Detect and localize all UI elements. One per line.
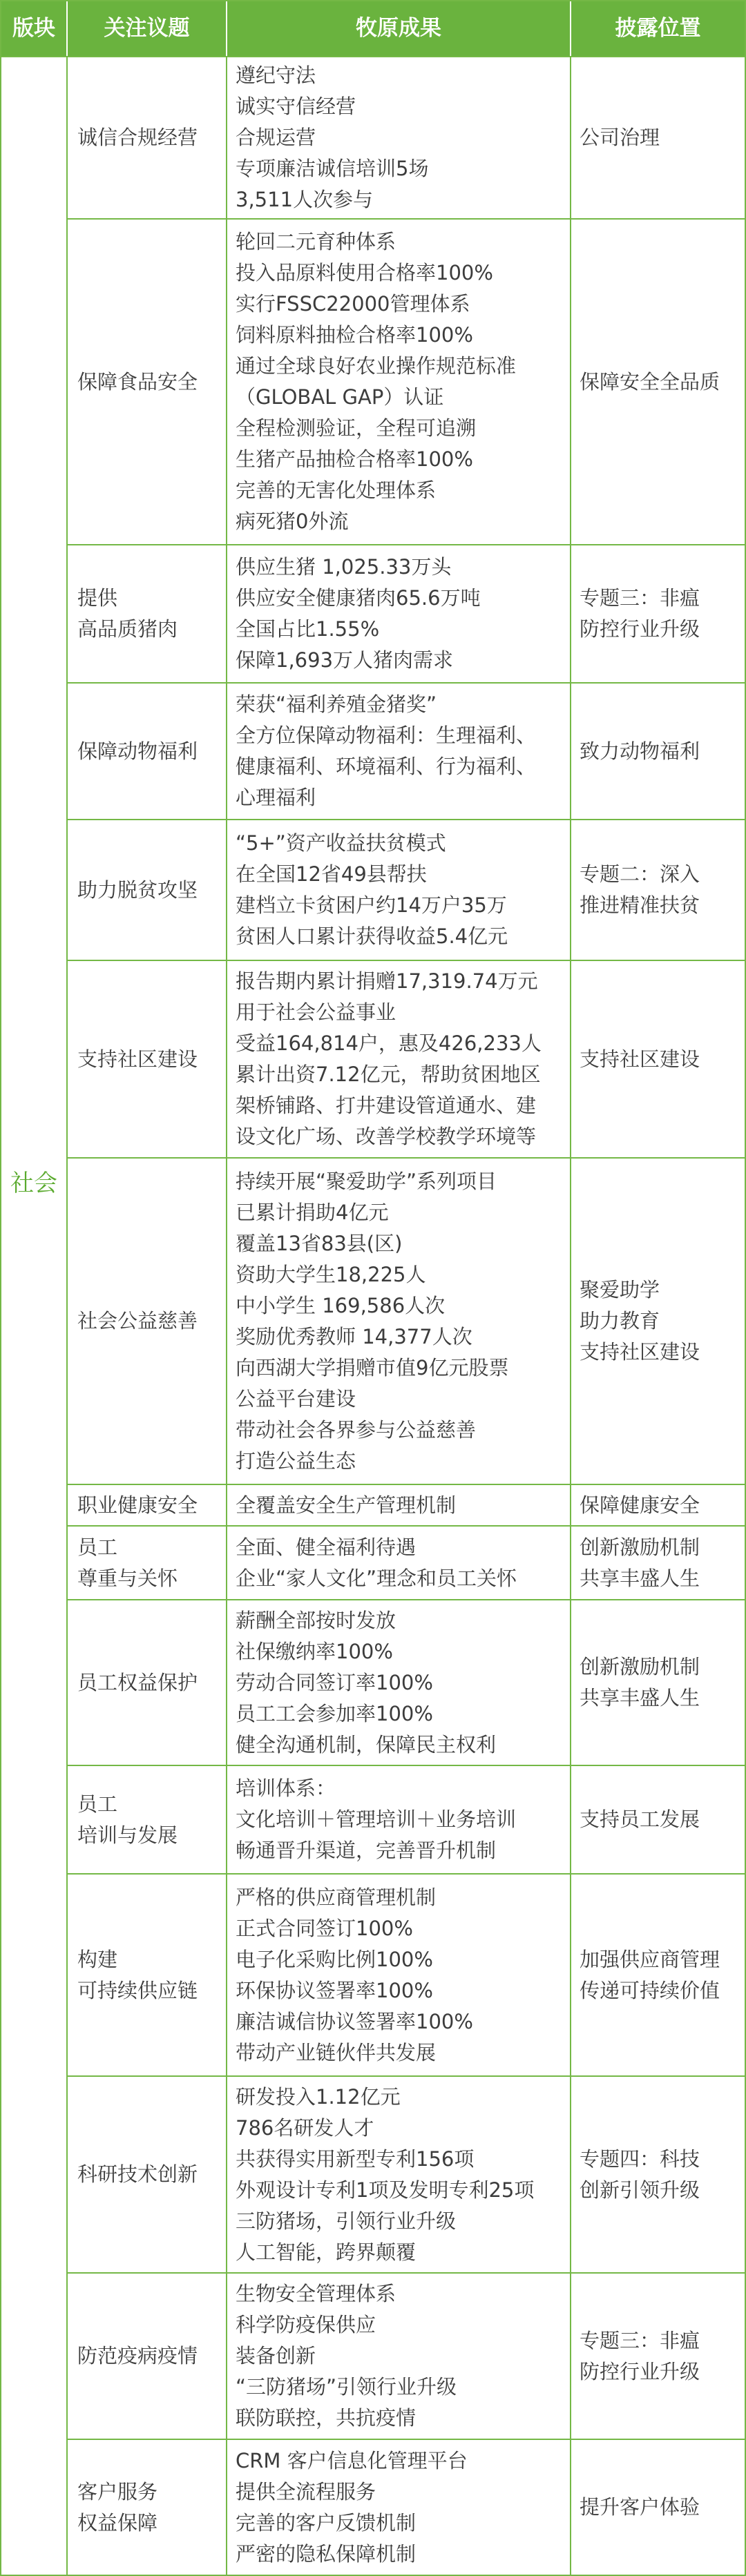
result-line: 3,511人次参与 bbox=[236, 188, 374, 211]
result-line: 饲料原料抽检合格率100% bbox=[236, 323, 473, 347]
topic-cell bbox=[68, 2077, 226, 2272]
result-line: 全程检测验证，全程可追溯 bbox=[236, 416, 477, 440]
header-disclosure-label: 披露位置 bbox=[615, 16, 701, 41]
header-disclosure bbox=[571, 1, 745, 56]
result-line: CRM 客户信息化管理平台 bbox=[236, 2448, 468, 2472]
disclosure-cell bbox=[571, 1766, 745, 1873]
result-line: 环保协议签署率100% bbox=[236, 1978, 433, 2002]
result-line: 企业“家人文化”理念和员工关怀 bbox=[236, 1566, 517, 1590]
topic-cell bbox=[68, 1766, 226, 1873]
disclosure-text: 防控行业升级 bbox=[580, 617, 700, 641]
topic-text: 诚信合规经营 bbox=[77, 126, 198, 149]
result-line: 正式合同签订100% bbox=[236, 1916, 413, 1940]
disclosure-cell bbox=[571, 220, 745, 544]
result-line: 轮回二元育种体系 bbox=[236, 230, 396, 253]
result-line: 全面、健全福利待遇 bbox=[236, 1535, 417, 1559]
result-line: 覆盖13省83县(区) bbox=[236, 1231, 403, 1255]
result-line: 架桥铺路、打井建设管道通水、建 bbox=[236, 1094, 537, 1117]
result-line: “5+”资产收益扶贫模式 bbox=[236, 831, 446, 855]
result-line: 累计出资7.12亿元，帮助贫困地区 bbox=[236, 1063, 541, 1086]
topic-cell bbox=[68, 1600, 226, 1765]
result-line: 电子化采购比例100% bbox=[236, 1947, 433, 1971]
result-line: 装备创新 bbox=[236, 2344, 316, 2367]
result-line: 科学防疫保供应 bbox=[236, 2313, 376, 2336]
disclosure-text: 推进精准扶贫 bbox=[580, 893, 700, 917]
disclosure-text: 防控行业升级 bbox=[580, 2359, 700, 2383]
result-line: 廉洁诚信协议签署率100% bbox=[236, 2009, 473, 2033]
disclosure-cell bbox=[571, 820, 745, 960]
result-line: 全国占比1.55% bbox=[236, 617, 380, 641]
disclosure-cell bbox=[571, 1600, 745, 1765]
result-line: 三防猪场，引领行业升级 bbox=[236, 2209, 457, 2233]
result-line: 培训体系： bbox=[236, 1776, 336, 1800]
header-topic-label: 关注议题 bbox=[104, 16, 190, 41]
result-line: 带动产业链伙伴共发展 bbox=[236, 2040, 437, 2064]
disclosure-text: 专题三：非瘟 bbox=[580, 2328, 700, 2352]
disclosure-text: 支持社区建设 bbox=[580, 1340, 700, 1364]
disclosure-cell bbox=[571, 57, 745, 218]
topic-text: 客户服务 bbox=[77, 2479, 158, 2504]
disclosure-text: 专题二：深入 bbox=[580, 862, 700, 886]
disclosure-text: 助力教育 bbox=[580, 1309, 660, 1333]
disclosure-cell bbox=[571, 2440, 745, 2575]
result-line: 研发投入1.12亿元 bbox=[236, 2084, 401, 2109]
header-section-label: 版块 bbox=[12, 16, 55, 41]
topic-text: 提供 bbox=[77, 586, 118, 610]
result-line: 诚实守信经营 bbox=[236, 95, 356, 118]
topic-text: 权益保障 bbox=[77, 2510, 158, 2535]
results-cell bbox=[227, 545, 570, 682]
disclosure-cell bbox=[571, 2274, 745, 2439]
topic-cell bbox=[68, 545, 226, 682]
result-line: 全覆盖安全生产管理机制 bbox=[236, 1493, 457, 1517]
results-cell bbox=[227, 1600, 570, 1765]
topic-text: 保障动物福利 bbox=[77, 739, 198, 763]
result-line: 奖励优秀教师 14,377人次 bbox=[236, 1324, 472, 1348]
disclosure-text: 加强供应商管理 bbox=[580, 1947, 720, 1971]
topic-cell bbox=[68, 1485, 226, 1525]
result-line: 畅通晋升渠道，完善晋升机制 bbox=[236, 1839, 497, 1862]
topic-text: 可持续供应链 bbox=[77, 1978, 198, 2002]
disclosure-text: 公司治理 bbox=[580, 126, 660, 149]
result-line: 联防联控，共抗疫情 bbox=[236, 2406, 417, 2430]
result-line: 贫困人口累计获得收益5.4亿元 bbox=[236, 924, 508, 948]
result-line: 报告期内累计捐赠17,319.74万元 bbox=[236, 969, 538, 993]
disclosure-cell bbox=[571, 2077, 745, 2272]
header-results bbox=[227, 1, 570, 56]
result-line: 完善的客户反馈机制 bbox=[236, 2510, 417, 2535]
disclosure-text: 专题四：科技 bbox=[580, 2147, 700, 2171]
result-line: 劳动合同签订率100% bbox=[236, 1670, 433, 1694]
topic-cell bbox=[68, 1875, 226, 2075]
topic-text: 社会公益慈善 bbox=[77, 1309, 198, 1333]
disclosure-text: 共享丰盛人生 bbox=[580, 1686, 700, 1710]
disclosure-text: 保障健康安全 bbox=[580, 1493, 700, 1517]
result-line: 打造公益生态 bbox=[236, 1449, 356, 1473]
topic-cell bbox=[68, 1527, 226, 1599]
topic-cell bbox=[68, 2440, 226, 2575]
result-line: 资助大学生18,225人 bbox=[236, 1262, 426, 1286]
topic-cell bbox=[68, 961, 226, 1157]
results-cell bbox=[227, 2440, 570, 2575]
disclosure-cell bbox=[571, 684, 745, 819]
topic-text: 培训与发展 bbox=[77, 1823, 178, 1847]
results-cell bbox=[227, 1527, 570, 1599]
result-line: （GLOBAL GAP）认证 bbox=[236, 385, 444, 409]
disclosure-text: 支持社区建设 bbox=[580, 1047, 700, 1071]
result-line: 专项廉洁诚信培训5场 bbox=[236, 157, 429, 180]
result-line: 建档立卡贫困户约14万户35万 bbox=[236, 893, 507, 917]
result-line: 786名研发人才 bbox=[236, 2115, 374, 2140]
topic-text: 尊重与关怀 bbox=[77, 1566, 178, 1590]
topic-cell bbox=[68, 820, 226, 960]
result-line: 健康福利、环境福利、行为福利、 bbox=[236, 755, 537, 778]
disclosure-text: 提升客户体验 bbox=[580, 2495, 700, 2519]
results-cell bbox=[227, 220, 570, 544]
topic-text: 员工 bbox=[77, 1535, 118, 1559]
results-cell bbox=[227, 820, 570, 960]
result-line: 供应安全健康猪肉65.6万吨 bbox=[236, 586, 481, 610]
results-cell bbox=[227, 2274, 570, 2439]
result-line: 已累计捐助4亿元 bbox=[236, 1200, 389, 1224]
disclosure-text: 共享丰盛人生 bbox=[580, 1566, 700, 1590]
disclosure-cell bbox=[571, 1527, 745, 1599]
disclosure-text: 支持员工发展 bbox=[580, 1808, 700, 1831]
disclosure-text: 保障安全全品质 bbox=[580, 369, 720, 394]
topic-cell bbox=[68, 1159, 226, 1484]
topic-text: 科研技术创新 bbox=[77, 2162, 198, 2186]
topic-text: 高品质猪肉 bbox=[77, 617, 178, 641]
topic-text: 构建 bbox=[77, 1947, 118, 1971]
result-line: 合规运营 bbox=[236, 126, 316, 149]
topic-text: 员工 bbox=[77, 1792, 118, 1816]
disclosure-cell bbox=[571, 1159, 745, 1484]
disclosure-text: 聚爱助学 bbox=[580, 1278, 660, 1301]
disclosure-cell bbox=[571, 545, 745, 682]
section-cell bbox=[1, 57, 66, 2575]
topic-cell bbox=[68, 57, 226, 218]
disclosure-cell bbox=[571, 1485, 745, 1525]
result-line: 健全沟通机制，保障民主权利 bbox=[236, 1732, 497, 1756]
result-line: 病死猪0外流 bbox=[236, 510, 349, 533]
result-line: 提供全流程服务 bbox=[236, 2479, 376, 2504]
results-cell bbox=[227, 684, 570, 819]
disclosure-text: 致力动物福利 bbox=[580, 739, 700, 763]
topic-text: 防范疫病疫情 bbox=[77, 2344, 198, 2367]
result-line: 人工智能，跨界颠覆 bbox=[236, 2240, 417, 2264]
result-line: 共获得实用新型专利156项 bbox=[236, 2147, 475, 2171]
result-line: 生猪产品抽检合格率100% bbox=[236, 447, 473, 471]
disclosure-text: 创新引领升级 bbox=[580, 2178, 700, 2202]
result-line: 员工工会参加率100% bbox=[236, 1701, 433, 1725]
topic-cell bbox=[68, 684, 226, 819]
topic-cell bbox=[68, 220, 226, 544]
disclosure-text: 专题三：非瘟 bbox=[580, 586, 700, 610]
result-line: 保障1,693万人猪肉需求 bbox=[236, 648, 454, 672]
topic-cell bbox=[68, 2274, 226, 2439]
topic-text: 助力脱贫攻坚 bbox=[77, 878, 198, 902]
result-line: 荣获“福利养殖金猪奖” bbox=[236, 693, 437, 716]
result-line: 文化培训＋管理培训＋业务培训 bbox=[236, 1808, 517, 1831]
result-line: 外观设计专利1项及发明专利25项 bbox=[236, 2178, 535, 2202]
results-cell bbox=[227, 1766, 570, 1873]
result-line: 完善的无害化处理体系 bbox=[236, 478, 437, 502]
result-line: 全方位保障动物福利：生理福利、 bbox=[236, 724, 537, 747]
disclosure-cell bbox=[571, 961, 745, 1157]
result-line: 社保缴纳率100% bbox=[236, 1639, 393, 1663]
topic-text: 员工权益保护 bbox=[77, 1670, 198, 1694]
topic-text: 保障食品安全 bbox=[77, 369, 198, 394]
result-line: 遵纪守法 bbox=[236, 64, 316, 87]
result-line: 受益164,814户，惠及426,233人 bbox=[236, 1032, 542, 1055]
result-line: 公益平台建设 bbox=[236, 1386, 356, 1411]
header-topic bbox=[68, 1, 226, 56]
results-cell bbox=[227, 2077, 570, 2272]
topic-text: 支持社区建设 bbox=[77, 1047, 198, 1071]
disclosure-text: 创新激励机制 bbox=[580, 1655, 700, 1678]
result-line: 持续开展“聚爱助学”系列项目 bbox=[236, 1169, 497, 1193]
result-line: 通过全球良好农业操作规范标准 bbox=[236, 354, 517, 378]
result-line: 供应生猪 1,025.33万头 bbox=[236, 555, 452, 579]
disclosure-text: 传递可持续价值 bbox=[580, 1978, 720, 2002]
results-cell bbox=[227, 961, 570, 1157]
results-cell bbox=[227, 1875, 570, 2075]
result-line: 向西湖大学捐赠市值9亿元股票 bbox=[236, 1355, 509, 1379]
result-line: 用于社会公益事业 bbox=[236, 1000, 396, 1024]
result-line: 带动社会各界参与公益慈善 bbox=[236, 1417, 477, 1442]
header-section bbox=[1, 1, 66, 56]
disclosure-text: 创新激励机制 bbox=[580, 1535, 700, 1559]
disclosure-cell bbox=[571, 1875, 745, 2075]
result-line: 中小学生 169,586人次 bbox=[236, 1293, 446, 1317]
section-label: 社会 bbox=[10, 1170, 57, 1197]
result-line: “三防猪场”引领行业升级 bbox=[236, 2375, 457, 2399]
result-line: 严格的供应商管理机制 bbox=[236, 1885, 437, 1909]
results-cell bbox=[227, 57, 570, 218]
results-cell bbox=[227, 1159, 570, 1484]
topic-text: 职业健康安全 bbox=[77, 1493, 198, 1517]
result-line: 严密的隐私保障机制 bbox=[236, 2541, 417, 2566]
header-results-label: 牧原成果 bbox=[356, 16, 441, 41]
result-line: 在全国12省49县帮扶 bbox=[236, 862, 427, 886]
result-line: 实行FSSC22000管理体系 bbox=[236, 292, 470, 316]
result-line: 设文化广场、改善学校教学环境等 bbox=[236, 1125, 537, 1148]
results-cell bbox=[227, 1485, 570, 1525]
result-line: 投入品原料使用合格率100% bbox=[236, 261, 493, 284]
result-line: 心理福利 bbox=[236, 786, 316, 809]
result-line: 生物安全管理体系 bbox=[236, 2282, 396, 2305]
result-line: 薪酬全部按时发放 bbox=[236, 1608, 396, 1632]
